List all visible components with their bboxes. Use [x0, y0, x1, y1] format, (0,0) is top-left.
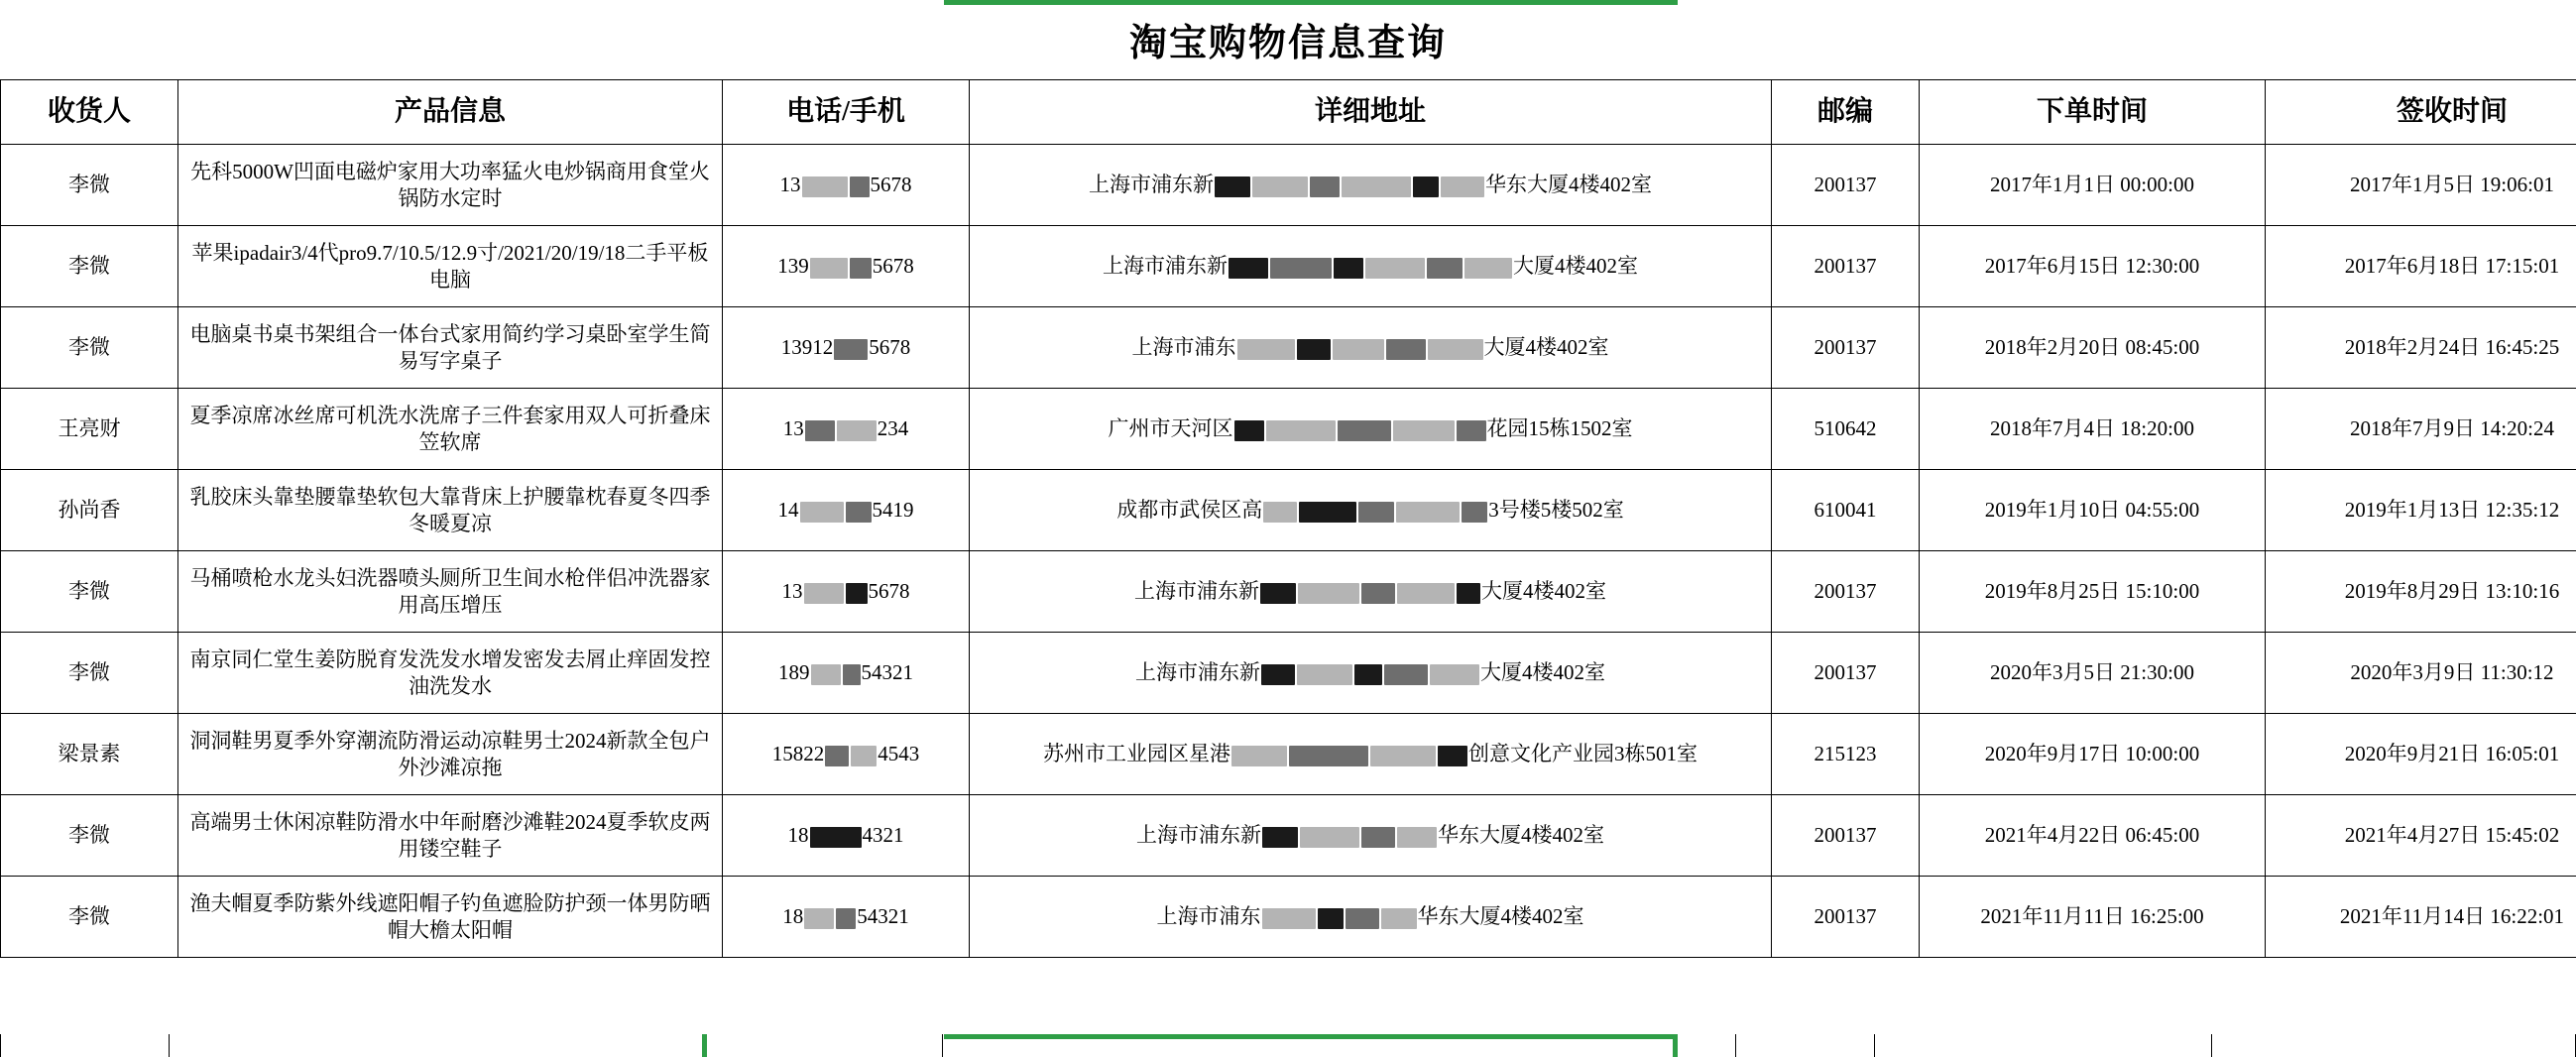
address-suffix: 华东大厦4楼402室: [1417, 904, 1584, 929]
column-header-zip: 邮编: [1772, 80, 1920, 145]
redaction-bar: [1457, 420, 1486, 441]
address-prefix: 广州市天河区: [1108, 416, 1233, 441]
redaction-bar: [1397, 827, 1437, 848]
cell-address: [970, 551, 1772, 633]
cell-order-time: 2021年11月11日 16:25:00: [1920, 877, 2266, 958]
redaction-bar: [1396, 502, 1460, 523]
redaction-bar: [1262, 908, 1316, 929]
cell-receive-time: 2021年11月14日 16:22:01: [2266, 877, 2576, 958]
address-prefix: 上海市浦东: [1131, 335, 1236, 360]
address-suffix: 大厦4楼402室: [1480, 660, 1605, 685]
redaction-bar: [1464, 258, 1512, 279]
cell-address: [970, 795, 1772, 877]
cell-order-time: 2021年4月22日 06:45:00: [1920, 795, 2266, 877]
cell-recipient: 李微: [1, 226, 178, 307]
address-prefix: 上海市浦东新: [1136, 823, 1261, 848]
redaction-bar: [1318, 908, 1344, 929]
phone-suffix: 5678: [868, 579, 910, 604]
phone-prefix: 18: [787, 823, 809, 848]
cell-product: 苹果ipadair3/4代pro9.7/10.5/12.9寸/2021/20/19/18二手平板电脑: [178, 226, 723, 307]
cell-phone: [723, 307, 970, 389]
cell-receive-time: 2019年8月29日 13:10:16: [2266, 551, 2576, 633]
redaction-bar: [1297, 339, 1331, 360]
redaction-bar: [1234, 420, 1264, 441]
cell-recipient: 梁景素: [1, 714, 178, 795]
cell-order-time: 2020年9月17日 10:00:00: [1920, 714, 2266, 795]
redaction-bar: [1298, 583, 1359, 604]
accent-bar-top: [944, 0, 1678, 5]
redaction-bar: [1361, 583, 1395, 604]
address-prefix: 上海市浦东新: [1134, 579, 1259, 604]
column-header-product: 产品信息: [178, 80, 723, 145]
redaction-bar: [1457, 583, 1480, 604]
partial-cell: [170, 1034, 705, 1057]
redaction-bar: [1413, 176, 1439, 197]
cell-receive-time: 2021年4月27日 15:45:02: [2266, 795, 2576, 877]
cell-phone: [723, 877, 970, 958]
address-prefix: 成都市武侯区高: [1116, 498, 1263, 523]
redaction-bar: [1237, 339, 1295, 360]
address-suffix: 大厦4楼402室: [1483, 335, 1609, 360]
address-suffix: 华东大厦4楼402室: [1438, 823, 1604, 848]
redaction-bar: [850, 176, 870, 197]
cell-recipient: 李微: [1, 551, 178, 633]
cell-receive-time: 2017年6月18日 17:15:01: [2266, 226, 2576, 307]
cell-order-time: 2017年6月15日 12:30:00: [1920, 226, 2266, 307]
redaction-bar: [804, 583, 844, 604]
table-row: [1, 877, 2576, 958]
cell-address: [970, 226, 1772, 307]
address-suffix: 创意文化产业园3栋501室: [1468, 742, 1698, 766]
redaction-bar: [825, 746, 849, 766]
redaction-bar: [1384, 664, 1428, 685]
cell-recipient: 李微: [1, 307, 178, 389]
phone-suffix: 234: [877, 416, 909, 441]
cell-product: 电脑桌书桌书架组合一体台式家用简约学习桌卧室学生简易写字桌子: [178, 307, 723, 389]
redaction-bar: [1370, 746, 1436, 766]
cell-recipient: 李微: [1, 633, 178, 714]
address-suffix: 花园15栋1502室: [1486, 416, 1633, 441]
partial-cell: [1, 1034, 170, 1057]
redaction-bar: [810, 258, 848, 279]
phone-prefix: 189: [778, 660, 810, 685]
cell-order-time: 2018年7月4日 18:20:00: [1920, 389, 2266, 470]
redaction-bar: [1299, 502, 1356, 523]
column-header-receive-time: 签收时间: [2266, 80, 2576, 145]
phone-prefix: 14: [777, 498, 799, 523]
cell-product: 先科5000W凹面电磁炉家用大功率猛火电炒锅商用食堂火锅防水定时: [178, 145, 723, 226]
table-header-row: [1, 80, 2576, 145]
cell-address: [970, 389, 1772, 470]
cell-order-time: 2019年1月10日 04:55:00: [1920, 470, 2266, 551]
redaction-bar: [810, 827, 862, 848]
cell-recipient: 王亮财: [1, 389, 178, 470]
address-suffix: 大厦4楼402室: [1513, 254, 1638, 279]
redaction-bar: [1310, 176, 1340, 197]
cell-receive-time: 2018年2月24日 16:45:25: [2266, 307, 2576, 389]
redaction-bar: [851, 746, 877, 766]
cell-product: 夏季凉席冰丝席可机洗水洗席子三件套家用双人可折叠床笠软席: [178, 389, 723, 470]
cell-receive-time: 2020年3月9日 11:30:12: [2266, 633, 2576, 714]
cell-phone: [723, 714, 970, 795]
redaction-bar: [802, 176, 848, 197]
redaction-bar: [846, 502, 872, 523]
cell-address: [970, 145, 1772, 226]
cell-phone: [723, 551, 970, 633]
phone-prefix: 139: [777, 254, 809, 279]
redaction-bar: [1381, 908, 1417, 929]
cell-receive-time: 2017年1月5日 19:06:01: [2266, 145, 2576, 226]
address-suffix: 3号楼5楼502室: [1488, 498, 1624, 523]
column-header-order-time: 下单时间: [1920, 80, 2266, 145]
redaction-bar: [1333, 339, 1384, 360]
cell-recipient: 李微: [1, 877, 178, 958]
partial-cell: [1875, 1034, 2212, 1057]
redaction-bar: [1334, 258, 1363, 279]
address-suffix: 华东大厦4楼402室: [1485, 173, 1652, 197]
cell-recipient: 李微: [1, 795, 178, 877]
table-row: [1, 714, 2576, 795]
phone-suffix: 4543: [878, 742, 920, 766]
cell-zip: 200137: [1772, 145, 1920, 226]
redaction-bar: [1260, 583, 1296, 604]
cell-order-time: 2017年1月1日 00:00:00: [1920, 145, 2266, 226]
cell-order-time: 2019年8月25日 15:10:00: [1920, 551, 2266, 633]
redaction-bar: [1430, 664, 1479, 685]
address-prefix: 上海市浦东新: [1103, 254, 1228, 279]
cell-phone: [723, 226, 970, 307]
partial-cell: [705, 1034, 943, 1057]
partial-cell: [1736, 1034, 1875, 1057]
address-prefix: 上海市浦东新: [1089, 173, 1214, 197]
column-header-phone: 电话/手机: [723, 80, 970, 145]
redaction-bar: [800, 502, 844, 523]
orders-table: [0, 79, 2576, 958]
redaction-bar: [1262, 827, 1298, 848]
phone-prefix: 13: [779, 173, 801, 197]
cell-phone: [723, 795, 970, 877]
table-row: [1, 226, 2576, 307]
cell-receive-time: 2020年9月21日 16:05:01: [2266, 714, 2576, 795]
redaction-bar: [1393, 420, 1455, 441]
cell-order-time: 2018年2月20日 08:45:00: [1920, 307, 2266, 389]
accent-bar-left: [702, 1034, 707, 1057]
phone-suffix: 5678: [869, 335, 911, 360]
column-header-address: 详细地址: [970, 80, 1772, 145]
redaction-bar: [836, 908, 856, 929]
cell-product: 高端男士休闲凉鞋防滑水中年耐磨沙滩鞋2024夏季软皮两用镂空鞋子: [178, 795, 723, 877]
table-row: [1, 389, 2576, 470]
cell-phone: [723, 633, 970, 714]
redaction-bar: [1252, 176, 1308, 197]
redaction-bar: [1427, 258, 1463, 279]
redaction-bar: [805, 420, 835, 441]
cell-zip: 610041: [1772, 470, 1920, 551]
cell-phone: [723, 470, 970, 551]
redaction-bar: [1354, 664, 1382, 685]
cell-recipient: 李微: [1, 145, 178, 226]
cell-zip: 200137: [1772, 226, 1920, 307]
address-prefix: 苏州市工业园区星港: [1043, 742, 1230, 766]
cell-product: 乳胶床头靠垫腰靠垫软包大靠背床上护腰靠枕春夏冬四季冬暖夏凉: [178, 470, 723, 551]
phone-prefix: 13: [781, 579, 803, 604]
partial-cell: [2212, 1034, 2576, 1057]
phone-suffix: 4321: [862, 823, 904, 848]
redaction-bar: [1231, 746, 1287, 766]
cell-address: [970, 470, 1772, 551]
redaction-bar: [850, 258, 872, 279]
redaction-bar: [1215, 176, 1250, 197]
table-row: [1, 145, 2576, 226]
phone-suffix: 54321: [861, 660, 913, 685]
cell-product: 洞洞鞋男夏季外穿潮流防滑运动凉鞋男士2024新款全包户外沙滩凉拖: [178, 714, 723, 795]
cell-product: 马桶喷枪水龙头妇洗器喷头厕所卫生间水枪伴侣冲洗器家用高压增压: [178, 551, 723, 633]
redaction-bar: [1263, 502, 1297, 523]
phone-suffix: 5419: [872, 498, 914, 523]
cell-zip: 200137: [1772, 551, 1920, 633]
cell-zip: 200137: [1772, 795, 1920, 877]
cell-product: 渔夫帽夏季防紫外线遮阳帽子钓鱼遮脸防护颈一体男防晒帽大檐太阳帽: [178, 877, 723, 958]
column-header-recipient: 收货人: [1, 80, 178, 145]
redaction-bar: [1270, 258, 1332, 279]
phone-prefix: 13912: [780, 335, 834, 360]
phone-suffix: 5678: [870, 173, 912, 197]
phone-suffix: 54321: [857, 904, 909, 929]
redaction-bar: [1365, 258, 1425, 279]
redaction-bar: [837, 420, 877, 441]
redaction-bar: [1300, 827, 1359, 848]
cell-address: [970, 877, 1772, 958]
address-prefix: 上海市浦东新: [1135, 660, 1260, 685]
phone-suffix: 5678: [872, 254, 914, 279]
phone-prefix: 13: [782, 416, 804, 441]
table-row: [1, 470, 2576, 551]
cell-zip: 200137: [1772, 307, 1920, 389]
redaction-bar: [1297, 664, 1352, 685]
redaction-bar: [1346, 908, 1379, 929]
cell-zip: 200137: [1772, 877, 1920, 958]
cell-zip: 200137: [1772, 633, 1920, 714]
cell-zip: 510642: [1772, 389, 1920, 470]
cell-address: [970, 714, 1772, 795]
redaction-bar: [804, 908, 834, 929]
cell-order-time: 2020年3月5日 21:30:00: [1920, 633, 2266, 714]
cell-phone: [723, 145, 970, 226]
redaction-bar: [811, 664, 841, 685]
redaction-bar: [1438, 746, 1467, 766]
redaction-bar: [1462, 502, 1487, 523]
cell-zip: 215123: [1772, 714, 1920, 795]
redaction-bar: [1397, 583, 1455, 604]
redaction-bar: [1289, 746, 1368, 766]
cell-receive-time: 2018年7月9日 14:20:24: [2266, 389, 2576, 470]
accent-bar-bottom: [944, 1034, 1678, 1039]
redaction-bar: [1229, 258, 1268, 279]
cell-address: [970, 633, 1772, 714]
table-row: [1, 307, 2576, 389]
cell-address: [970, 307, 1772, 389]
cell-product: 南京同仁堂生姜防脱育发洗发水增发密发去屑止痒固发控油洗发水: [178, 633, 723, 714]
redaction-bar: [1386, 339, 1426, 360]
redaction-bar: [1361, 827, 1395, 848]
table-row: [1, 795, 2576, 877]
redaction-bar: [1261, 664, 1295, 685]
accent-bar-right: [1673, 1034, 1678, 1057]
cell-receive-time: 2019年1月13日 12:35:12: [2266, 470, 2576, 551]
phone-prefix: 15822: [771, 742, 825, 766]
redaction-bar: [1342, 176, 1411, 197]
cell-phone: [723, 389, 970, 470]
phone-prefix: 18: [782, 904, 804, 929]
redaction-bar: [1428, 339, 1483, 360]
redaction-bar: [1266, 420, 1336, 441]
cell-recipient: 孙尚香: [1, 470, 178, 551]
redaction-bar: [1441, 176, 1484, 197]
redaction-bar: [843, 664, 861, 685]
redaction-bar: [846, 583, 868, 604]
page-title: 淘宝购物信息查询: [1128, 23, 1447, 64]
table-row: [1, 551, 2576, 633]
redaction-bar: [834, 339, 868, 360]
table-row: [1, 633, 2576, 714]
address-suffix: 大厦4楼402室: [1481, 579, 1606, 604]
redaction-bar: [1338, 420, 1391, 441]
address-prefix: 上海市浦东: [1156, 904, 1261, 929]
redaction-bar: [1358, 502, 1394, 523]
